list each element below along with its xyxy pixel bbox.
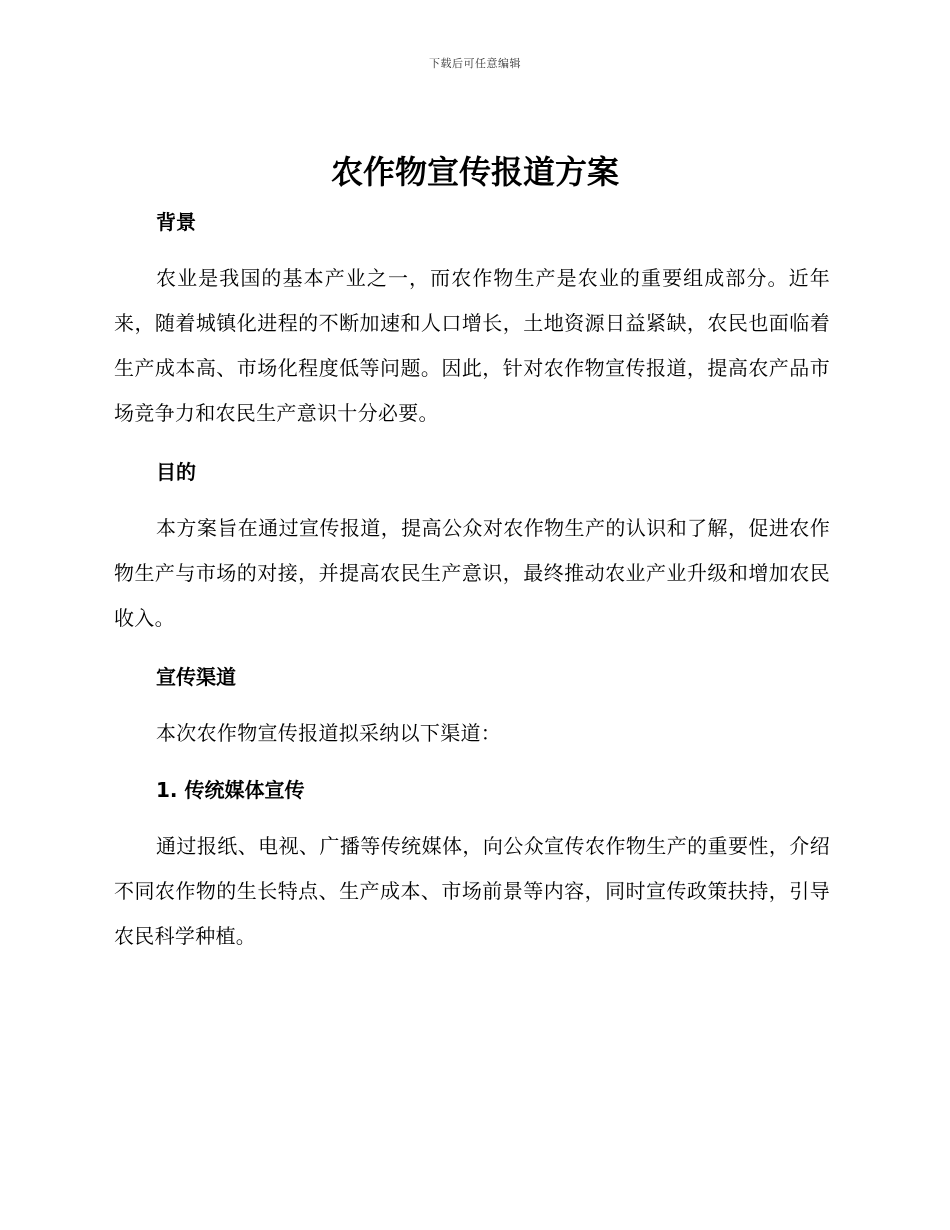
section-paragraph-traditional-media: 通过报纸、电视、广播等传统媒体，向公众宣传农作物生产的重要性，介绍不同农作物的生长特点、生产成本、市场前景等内容，同时宣传政策扶持，引导农民科学种植。 <box>114 834 830 948</box>
section-heading-traditional-media: 1. 传统媒体宣传 <box>156 778 305 802</box>
section-heading-channels: 宣传渠道 <box>156 665 236 689</box>
section-heading-background: 背景 <box>156 210 196 234</box>
section-paragraph-purpose: 本方案旨在通过宣传报道，提高公众对农作物生产的认识和了解，促进农作物生产与市场的对接，并提高农民生产意识，最终推动农业产业升级和增加农民收入。 <box>114 516 830 630</box>
header-note: 下载后可任意编辑 <box>429 57 521 70</box>
section-paragraph-channels: 本次农作物宣传报道拟采纳以下渠道： <box>156 721 502 745</box>
document-body <box>114 200 830 959</box>
document-title: 农作物宣传报道方案 <box>330 153 619 191</box>
section-paragraph-background: 农业是我国的基本产业之一，而农作物生产是农业的重要组成部分。近年来，随着城镇化进程的不断加速和人口增长，土地资源日益紧缺，农民也面临着生产成本高、市场化程度低等问题。因此，针对农作物宣传报道，提高农产品市场竞争力和农民生产意识十分必要。 <box>114 266 830 425</box>
section-heading-purpose: 目的 <box>156 460 196 484</box>
